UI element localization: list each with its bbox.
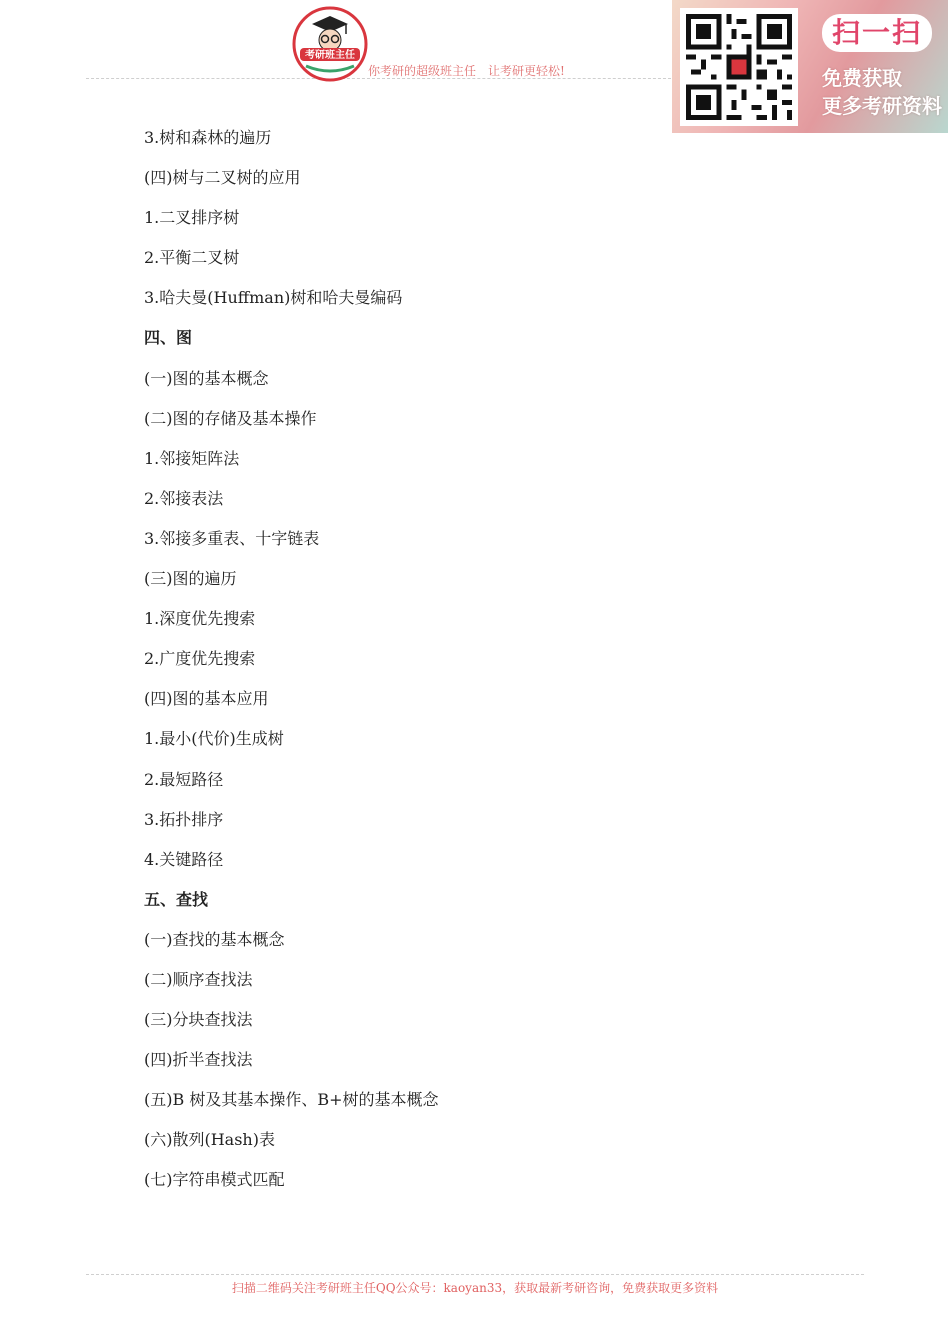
outline-item: 2.邻接表法 bbox=[144, 488, 224, 508]
outline-item: 1.最小(代价)生成树 bbox=[144, 729, 284, 749]
section-heading: 四、图 bbox=[144, 328, 193, 348]
outline-item: 3.哈夫曼(Huffman)树和哈夫曼编码 bbox=[144, 288, 403, 308]
outline-item: (七)字符串模式匹配 bbox=[144, 1170, 285, 1190]
outline-item: 3.拓扑排序 bbox=[144, 809, 224, 829]
logo-text: 考研班主任 bbox=[305, 50, 355, 61]
outline-item: (二)图的存储及基本操作 bbox=[144, 408, 317, 428]
section-heading: 五、查找 bbox=[144, 889, 209, 909]
outline-item: 4.关键路径 bbox=[144, 849, 224, 869]
outline-item: (一)图的基本概念 bbox=[144, 368, 269, 388]
footer-divider bbox=[86, 1274, 864, 1275]
outline-item: 2.最短路径 bbox=[144, 769, 224, 789]
outline-item: (五)B 树及其基本操作、B+树的基本概念 bbox=[144, 1090, 439, 1110]
outline-item: (三)图的遍历 bbox=[144, 569, 237, 589]
outline-item: (六)散列(Hash)表 bbox=[144, 1130, 275, 1150]
outline-item: (三)分块查找法 bbox=[144, 1010, 253, 1030]
qr-code-icon[interactable] bbox=[680, 8, 798, 126]
outline-item: 2.广度优先搜索 bbox=[144, 649, 256, 669]
promo-scan-label: 扫一扫 bbox=[822, 14, 932, 52]
slogan: 你考研的超级班主任 让考研更轻松! bbox=[368, 64, 565, 78]
outline-item: 1.二叉排序树 bbox=[144, 208, 240, 228]
outline-item: (四)折半查找法 bbox=[144, 1050, 253, 1070]
promo-line-2: 更多考研资料 bbox=[822, 94, 942, 118]
footer-text: 扫描二维码关注考研班主任QQ公众号：kaoyan33，获取最新考研咨询，免费获取更多资料 bbox=[231, 1281, 719, 1295]
outline-item: 1.邻接矩阵法 bbox=[144, 448, 240, 468]
outline-item: 3.树和森林的遍历 bbox=[144, 128, 272, 147]
outline-item: (四)树与二叉树的应用 bbox=[144, 168, 301, 188]
logo-graphic bbox=[290, 6, 370, 82]
document-body bbox=[144, 118, 439, 1201]
logo bbox=[290, 6, 370, 82]
outline-item: (四)图的基本应用 bbox=[144, 689, 269, 709]
outline-item: 3.邻接多重表、十字链表 bbox=[144, 528, 320, 548]
outline-item: 1.深度优先搜索 bbox=[144, 609, 256, 629]
outline-item: (一)查找的基本概念 bbox=[144, 929, 285, 949]
outline-item: (二)顺序查找法 bbox=[144, 969, 253, 989]
promo-line-1: 免费获取 bbox=[822, 66, 902, 90]
promo-banner[interactable] bbox=[672, 0, 948, 133]
outline-item: 2.平衡二叉树 bbox=[144, 248, 240, 268]
